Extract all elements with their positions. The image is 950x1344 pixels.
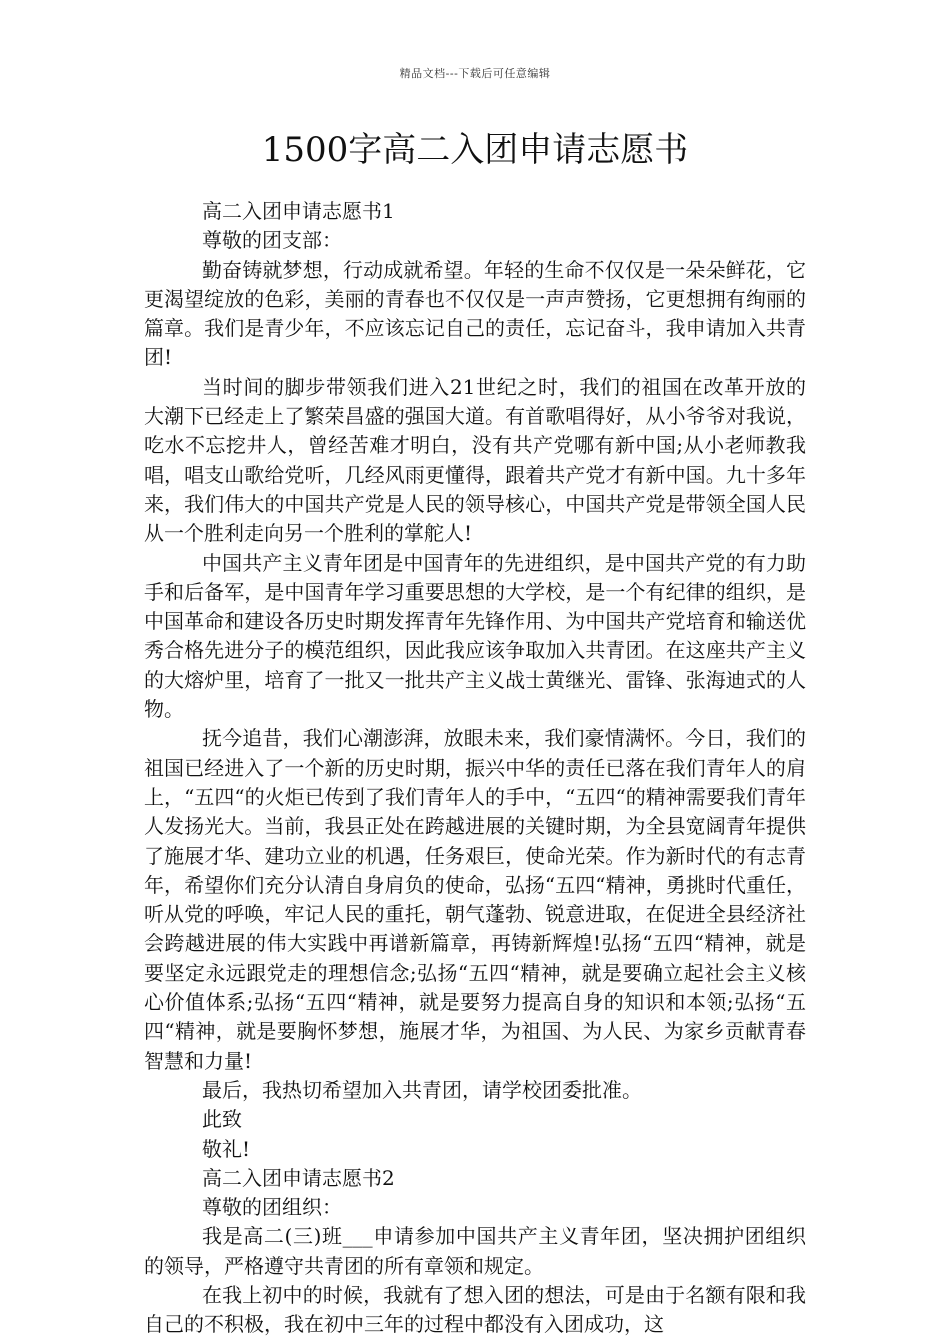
body-paragraph: 中国共产主义青年团是中国青年的先进组织，是中国共产党的有力助手和后备军，是中国青年学习重要思想的大学校，是一个有纪律的组织，是中国革命和建设各历史时期发挥青年先锋作用、为中国共产党培育和输送优秀合格先进分子的模范组织，因此我应该争取加入共青团。在这座共产主义的大熔炉里，培育了一批又一批共产主义战士黄继光、雷锋、张海迪式的人物。 (144, 550, 806, 722)
closing-line: 此致 (202, 1107, 242, 1132)
document-body (144, 197, 806, 1340)
header-note: 精品文档---下载后可任意编辑 (399, 67, 551, 80)
salutation-2: 尊敬的团组织： (202, 1195, 342, 1220)
closing-line: 敬礼! (202, 1136, 251, 1161)
body-paragraph: 最后，我热切希望加入共青团，请学校团委批准。 (202, 1077, 642, 1102)
body-paragraph: 勤奋铸就梦想，行动成就希望。年轻的生命不仅仅是一朵朵鲜花，它更渴望绽放的色彩，美丽的青春也不仅仅是一声声赞扬，它更想拥有绚丽的篇章。我们是青少年，不应该忘记自己的责任，忘记奋斗，我申请加入共青团! (144, 257, 806, 370)
body-paragraph: 抚今追昔，我们心潮澎湃，放眼未来，我们豪情满怀。今日，我们的祖国已经进入了一个新的历史时期，振兴中华的责任已落在我们青年人的肩上，“五四“的火炬已传到了我们青年人的手中，“五四“的精神需要我们青年人发扬光大。当前，我县正处在跨越进展的关键时期，为全县宽阔青年提供了施展才华、建功立业的机遇，任务艰巨，使命光荣。作为新时代的有志青年，希望你们充分认清自身肩负的使命，弘扬“五四“精神，勇挑时代重任，听从党的呼唤，牢记人民的重托，朝气蓬勃、锐意进取，在促进全县经济社会跨越进展的伟大实践中再谱新篇章，再铸新辉煌!弘扬“五四“精神，就是要坚定永远跟党走的理想信念;弘扬“五四“精神，就是要确立起社会主义核心价值体系;弘扬“五四“精神，就是要努力提高自身的知识和本领;弘扬“五四“精神，就是要胸怀梦想，施展才华，为祖国、为人民、为家乡贡献青春智慧和力量! (144, 726, 806, 1073)
section-heading-2: 高二入团申请志愿书2 (202, 1165, 395, 1190)
salutation-1: 尊敬的团支部： (202, 228, 342, 253)
body-paragraph: 当时间的脚步带领我们进入21世纪之时，我们的祖国在改革开放的大潮下已经走上了繁荣昌盛的强国大道。有首歌唱得好，从小爷爷对我说，吃水不忘挖井人，曾经苦难才明白，没有共产党哪有新中国;从小老师教我唱，唱支山歌给党听，几经风雨更懂得，跟着共产党才有新中国。九十多年来，我们伟大的中国共产党是人民的领导核心，中国共产党是带领全国人民从一个胜利走向另一个胜利的掌舵人! (144, 374, 806, 546)
section-heading-1: 高二入团申请志愿书1 (202, 199, 395, 223)
body-paragraph: 在我上初中的时候，我就有了想入团的想法，可是由于名额有限和我自己的不积极，我在初中三年的过程中都没有入团成功，这 (144, 1282, 806, 1337)
page-title: 1500字高二入团申请志愿书 (261, 130, 689, 170)
body-paragraph: 我是高二(三)班___申请参加中国共产主义青年团，坚决拥护团组织的领导，严格遵守共青团的所有章领和规定。 (144, 1224, 806, 1278)
